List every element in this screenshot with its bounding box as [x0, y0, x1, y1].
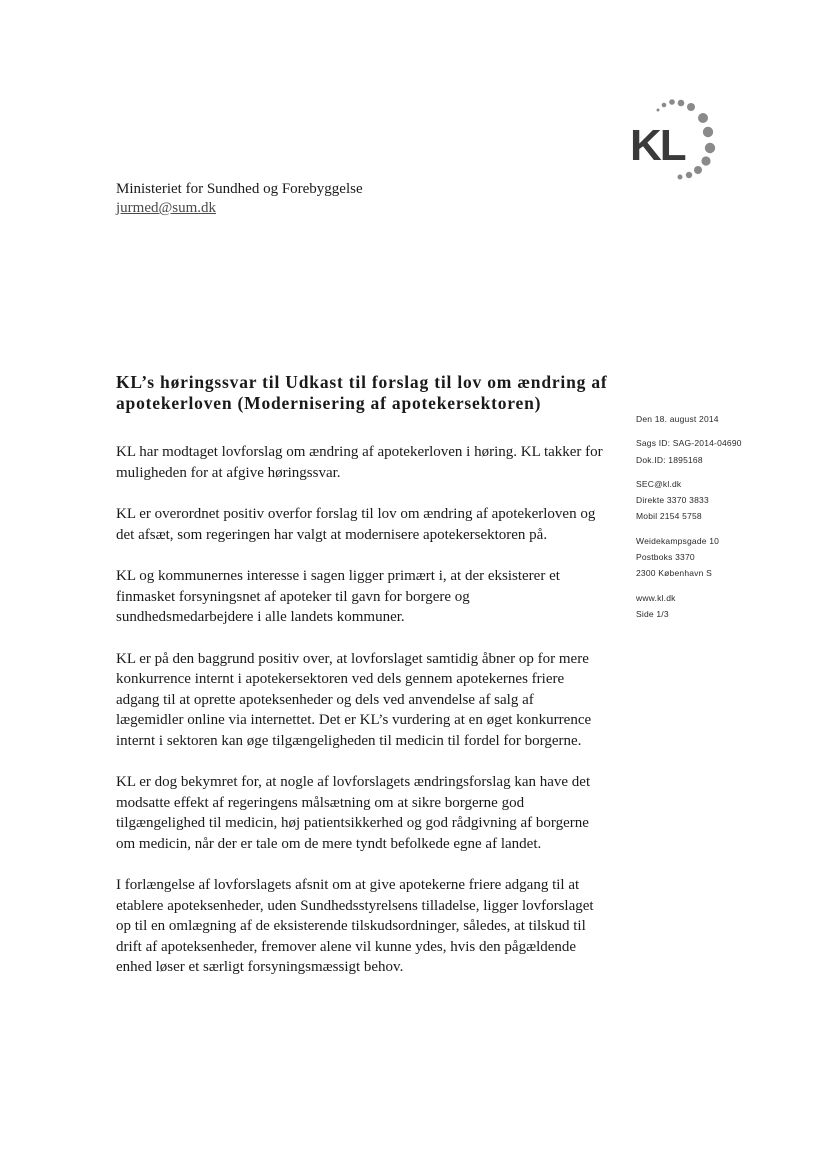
- website-link[interactable]: www.kl.dk: [636, 592, 676, 603]
- kl-logo-graphic: [618, 96, 730, 182]
- paragraph: KL har modtaget lovforslag om ændring af apotekerloven i høring. KL takker for muligheden for at afgive høringssvar.: [116, 444, 603, 481]
- case-id: Sags ID: SAG-2014-04690: [636, 438, 742, 449]
- paragraph: KL er på den baggrund positiv over, at lovforslaget samtidig åbner op for mere konkurrence internt i apotekersektoren ved dels gennem apotekernes friere adgang til at oprette apoteksenheder og dels ved anvendelse af salg af lægemidler online via internettet. Det er KL’s vurdering at en øget konkurrence internt i sektoren kan øge tilgængeligheden til medicin til fordel for borgerne.: [116, 650, 592, 749]
- paragraph: KL og kommunernes interesse i sagen ligger primært i, at der eksisterer et finmasket forsyningsnet af apoteker til gavn for borgere og sundhedsmedarbejdere i alle landets kommuner.: [116, 568, 560, 625]
- po-box: Postboks 3370: [636, 552, 695, 563]
- sender-email[interactable]: SEC@kl.dk: [636, 478, 682, 489]
- mobile-phone: Mobil 2154 5758: [636, 511, 702, 522]
- postal-city: 2300 København S: [636, 568, 712, 579]
- paragraph: I forlængelse af lovforslagets afsnit om at give apotekerne friere adgang til at etablere apoteksenheder, uden Sundhedsstyrelsens tilladelse, ligger lovforslaget op til en omlægning af de eksisterende tilskudsordninger, således, at tilskud til drift af apoteksenheder, fremover alene vil kunne ydes, hvis den pågældende enhed løser et særligt forsyningsmæssigt behov.: [116, 877, 594, 975]
- document-title: KL’s høringssvar til Udkast til forslag til lov om ændring af apotekerloven (Modernisering af apotekersektoren): [116, 372, 608, 413]
- paragraph: KL er overordnet positiv overfor forslag til lov om ændring af apotekerloven og det afsæt, som regeringen har valgt at modernisere apotekersektoren på.: [116, 506, 596, 543]
- document-id: Dok.ID: 1895168: [636, 454, 703, 465]
- sender-info-sidebar: [636, 411, 816, 630]
- kl-logo-text: KL: [630, 121, 685, 170]
- letter-body: [116, 442, 604, 999]
- kl-logo: [618, 96, 730, 182]
- recipient-email-link[interactable]: jurmed@sum.dk: [116, 200, 217, 216]
- direct-phone: Direkte 3370 3833: [636, 495, 709, 506]
- recipient-block: [116, 180, 363, 218]
- street-address: Weidekampsgade 10: [636, 535, 720, 546]
- recipient-name: Ministeriet for Sundhed og Forebyggelse: [116, 181, 363, 197]
- page-number: Side 1/3: [636, 608, 669, 619]
- letter-date: Den 18. august 2014: [636, 414, 719, 424]
- paragraph: KL er dog bekymret for, at nogle af lovforslagets ændringsforslag kan have det modsatte effekt af regeringens målsætning om at sikre borgerne god tilgængelighed til medicin, høj patientsikkerhed og god rådgivning af borgerne om medicin, når der er tale om de mere tyndt befolkede egne af landet.: [116, 774, 591, 852]
